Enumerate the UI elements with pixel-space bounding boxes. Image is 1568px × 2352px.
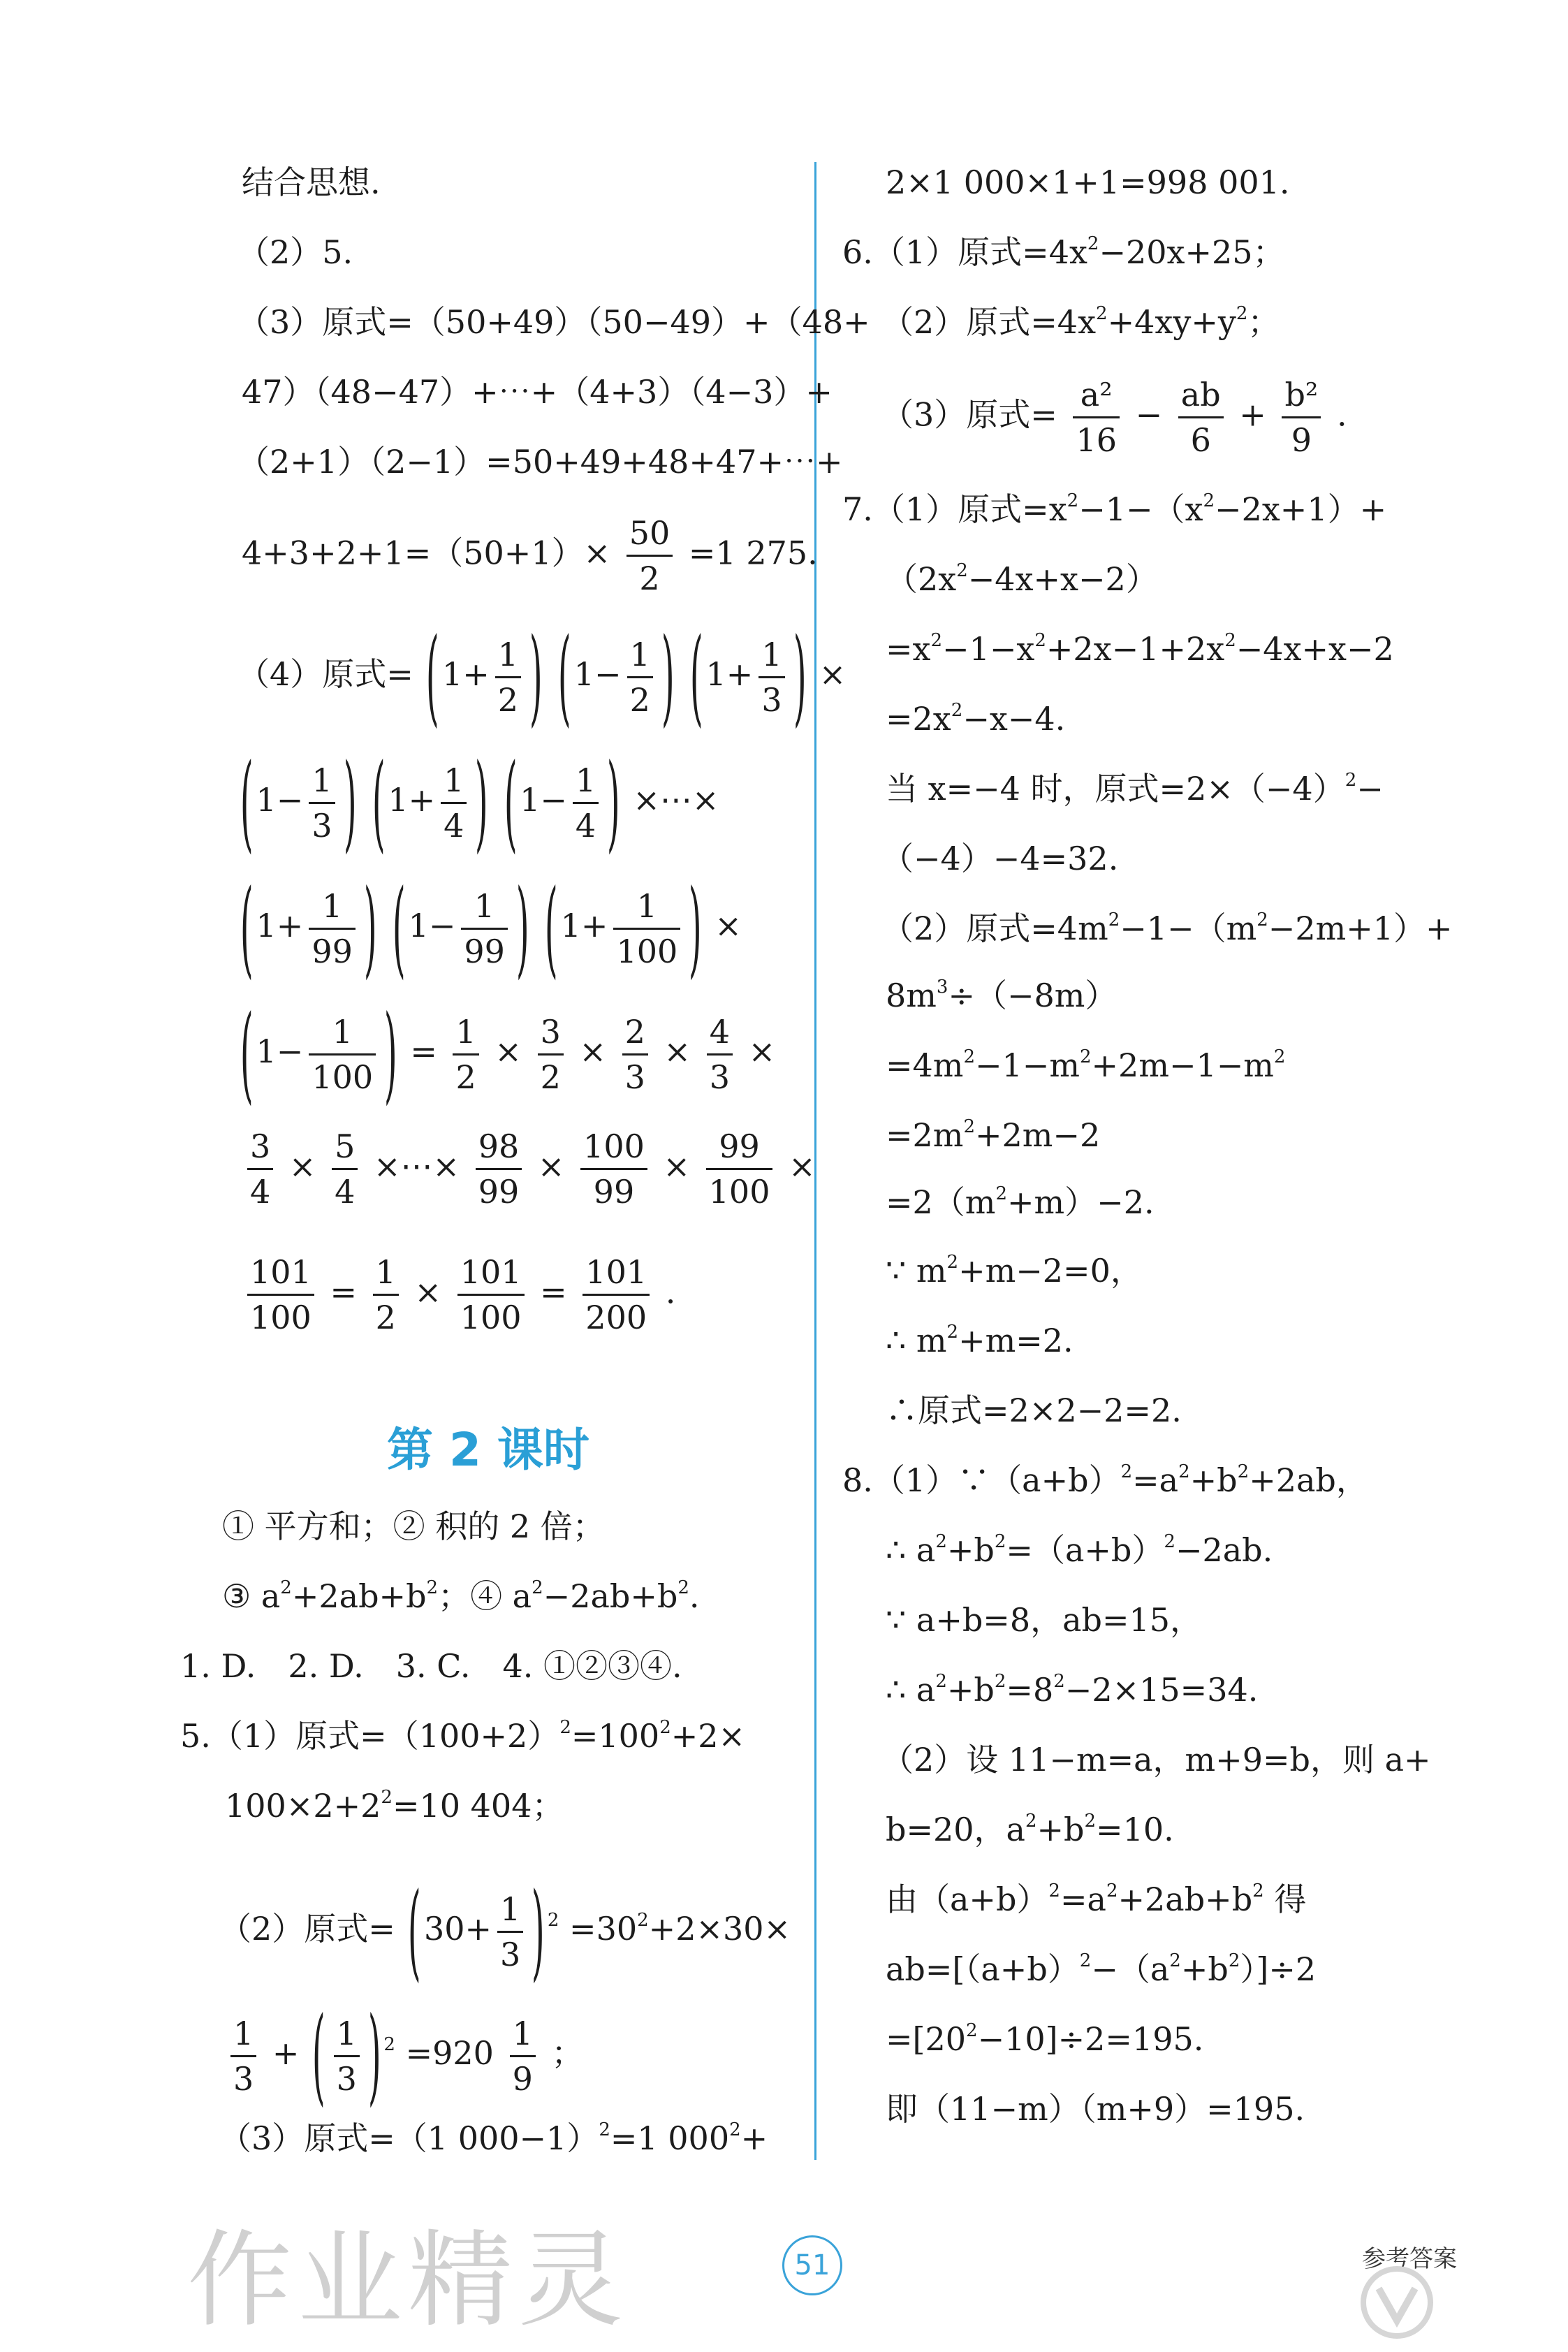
right-line-24: b=20，$a^2+b^2=10$. <box>886 1811 1174 1848</box>
left-line-9: (1+ $\frac{1}{99}$ ) (1− $\frac{1}{99}$ ) (1+ $\frac{1}{100}$ ) × <box>240 868 742 989</box>
left-line-7: （4）原式= (1+ $\frac{1}{2}$ ) (1− $\frac{1}{2}$ ) (1+ $\frac{1}{3}$ ) × <box>237 616 847 738</box>
fraction: $\frac{1}{4}$ <box>441 759 467 847</box>
right-line-6: $(2x^2-4x+x-2)$ <box>886 560 1158 598</box>
right-line-2: 6.（1）原式$=4x^2-20x+25$； <box>842 233 1285 271</box>
left-line-17: $100\times 2+2^2=10$ 404； <box>225 1787 564 1825</box>
fraction: $\frac{3}{2}$ <box>538 1010 564 1099</box>
left-line-8: (1− $\frac{1}{3}$ ) (1+ $\frac{1}{4}$ ) (1− $\frac{1}{4}$ ) ×⋯× <box>240 742 719 863</box>
fraction: $\frac{1}{2}$ <box>453 1010 478 1099</box>
fraction: $\frac{1}{9}$ <box>510 2012 536 2101</box>
fraction: $\frac{\text{a²}}{16}$ <box>1073 373 1120 462</box>
left-line-3: （3）原式=（50+49）（50−49）+（48+ <box>237 303 870 341</box>
right-line-9: 当 x=−4 时，原式$=2\times(-4)^2-$ <box>886 770 1384 808</box>
footer-label: 参考答案 <box>1362 2245 1457 2273</box>
right-line-16: ∵ $m^2+m-2=0$， <box>886 1252 1143 1290</box>
left-line-11: $\frac{3}{4}$ × $\frac{5}{4}$ ×⋯× $\frac{98}{99}$ × $\frac{100}{99}$ × $\frac{99}{100}$ × <box>242 1125 816 1213</box>
right-line-14: $=2m^2+2m-2$ <box>886 1116 1101 1154</box>
right-line-7: $=x^2-1-x^2+2x-1+2x^2-4x+x-2$ <box>886 630 1394 668</box>
fraction: $\frac{1}{2}$ <box>495 633 521 722</box>
fraction: $\frac{1}{3}$ <box>334 2012 360 2101</box>
fraction: $\frac{1}{3}$ <box>759 633 784 722</box>
right-line-3: （2）原式$=4x^2+4xy+y^2$； <box>881 303 1280 341</box>
page-number: 51 <box>782 2235 842 2295</box>
fraction: $\frac{1}{100}$ <box>309 1010 376 1099</box>
fraction: $\frac{2}{3}$ <box>622 1010 648 1099</box>
right-line-12: $8m^3\div(-8m)$ <box>886 977 1118 1014</box>
fraction: $\frac{4}{3}$ <box>707 1010 733 1099</box>
left-line-6: 4+3+2+1=（50+1）× $\frac{50}{2}$ =1 275. <box>242 511 818 600</box>
left-line-18: （2）原式= (30+ $\frac{1}{3}$ ) $^2 =30^2+2\times 30\times$ <box>219 1871 791 1992</box>
fraction: $\frac{1}{3}$ <box>309 759 335 847</box>
right-line-15: $=2(m^2+m)-2$. <box>886 1183 1155 1221</box>
left-line-16: 5.（1）原式$=(100+2)^2=100^2+2\times$ <box>180 1717 746 1755</box>
fraction: $\frac{1}{2}$ <box>627 633 653 722</box>
left-line-19: $\frac{1}{3}$ + ( $\frac{1}{3}$ ) $^2$ =920 $\frac{1}{9}$ ； <box>225 2003 583 2108</box>
section-title: 第 2 课时 <box>387 1423 589 1477</box>
left-line-14: ③ $a^2+2ab+b^2$；④ $a^2-2ab+b^2$. <box>222 1577 700 1615</box>
left-line-10: (1− $\frac{1}{100}$ ) = $\frac{1}{2}$ × $\frac{3}{2}$ × $\frac{2}{3}$ × $\frac{4}{3}$ × <box>240 993 776 1115</box>
left-line-13: ① 平方和；② 积的 2 倍； <box>222 1507 605 1545</box>
fraction: $\frac{101}{200}$ <box>582 1250 650 1339</box>
fraction: $\frac{100}{99}$ <box>580 1125 647 1213</box>
fraction: $\frac{1}{100}$ <box>613 884 680 973</box>
right-line-25: 由$(a+b)^2=a^2+2ab+b^2$ 得 <box>886 1880 1307 1918</box>
right-line-17: ∴ $m^2+m=2$. <box>886 1322 1074 1359</box>
left-line-1: 结合思想. <box>242 163 381 201</box>
right-line-13: $=4m^2-1-m^2+2m-1-m^2$ <box>886 1046 1286 1084</box>
right-line-19: $8.(1)\because(a+b)^2=a^2+b^2+2ab$， <box>842 1461 1368 1499</box>
fraction: $\frac{5}{4}$ <box>332 1125 358 1213</box>
fraction: $\frac{3}{4}$ <box>247 1125 273 1213</box>
right-line-21: ∵ a+b=8，ab=15， <box>886 1601 1203 1639</box>
right-line-23: （2）设 11−m=a，m+9=b，则 a+ <box>881 1741 1431 1778</box>
right-line-11: （2）原式$=4m^2-1-(m^2-2m+1)+$ <box>881 910 1453 947</box>
left-line-20: （3）原式=（1 000−1）$^2$=1 $000^2+$ <box>219 2119 768 2157</box>
fraction: $\frac{1}{99}$ <box>309 884 356 973</box>
left-line-12: $\frac{101}{100}$ = $\frac{1}{2}$ × $\frac{101}{100}$ = $\frac{101}{200}$ . <box>242 1250 675 1339</box>
logo-icon <box>1355 2260 1439 2344</box>
fraction: $\frac{98}{99}$ <box>476 1125 522 1213</box>
right-line-18: ∴原式=2×2−2=2. <box>886 1392 1182 1429</box>
right-line-28: 即（11−m）（m+9）=195. <box>886 2090 1305 2128</box>
right-line-20: ∴ $a^2+b^2=(a+b)^2-2ab$. <box>886 1531 1273 1569</box>
left-line-4: 47）（48−47）+⋯+（4+3）（4−3）+ <box>242 373 833 411</box>
right-line-10: （−4）−4=32. <box>881 840 1119 877</box>
left-line-2: （2）5. <box>237 233 353 271</box>
fraction: $\frac{1}{3}$ <box>230 2012 256 2101</box>
fraction: $\frac{1}{2}$ <box>373 1250 399 1339</box>
fraction: $\frac{1}{3}$ <box>497 1887 523 1976</box>
right-line-5: 7.（1）原式$=x^2-1-(x^2-2x+1)+$ <box>842 490 1387 528</box>
fraction: $\frac{101}{100}$ <box>457 1250 525 1339</box>
fraction: $\frac{99}{100}$ <box>706 1125 773 1213</box>
right-line-8: $=2x^2-x-4$. <box>886 700 1066 738</box>
right-line-4: （3）原式= $\frac{\text{a²}}{16}$ − $\frac{ab}{6}$ + $\frac{\text{b²}}{9}$ . <box>881 373 1347 462</box>
fraction: $\frac{101}{100}$ <box>247 1250 314 1339</box>
right-line-22: ∴ $a^2+b^2=8^2-2\times 15=34$. <box>886 1671 1259 1709</box>
watermark-text: 作业精灵 <box>187 2220 629 2342</box>
fraction: $\frac{1}{4}$ <box>573 759 599 847</box>
right-line-26: $ab=[(a+b)^2-(a^2+b^2)]\div 2$ <box>886 1950 1317 1988</box>
fraction: $\frac{1}{99}$ <box>461 884 508 973</box>
fraction: $\frac{\text{b²}}{9}$ <box>1282 373 1321 462</box>
left-line-15: 1. D. 2. D. 3. C. 4. ①②③④. <box>180 1647 682 1685</box>
right-line-1: 2×1 000×1+1=998 001. <box>886 163 1290 201</box>
right-line-27: $=[20^2-10]\div 2=195$. <box>886 2020 1204 2058</box>
fraction: $\frac{ab}{6}$ <box>1178 373 1224 462</box>
left-line-5: （2+1）（2−1）=50+49+48+47+⋯+ <box>237 443 843 481</box>
fraction: $\frac{50}{2}$ <box>627 511 673 600</box>
